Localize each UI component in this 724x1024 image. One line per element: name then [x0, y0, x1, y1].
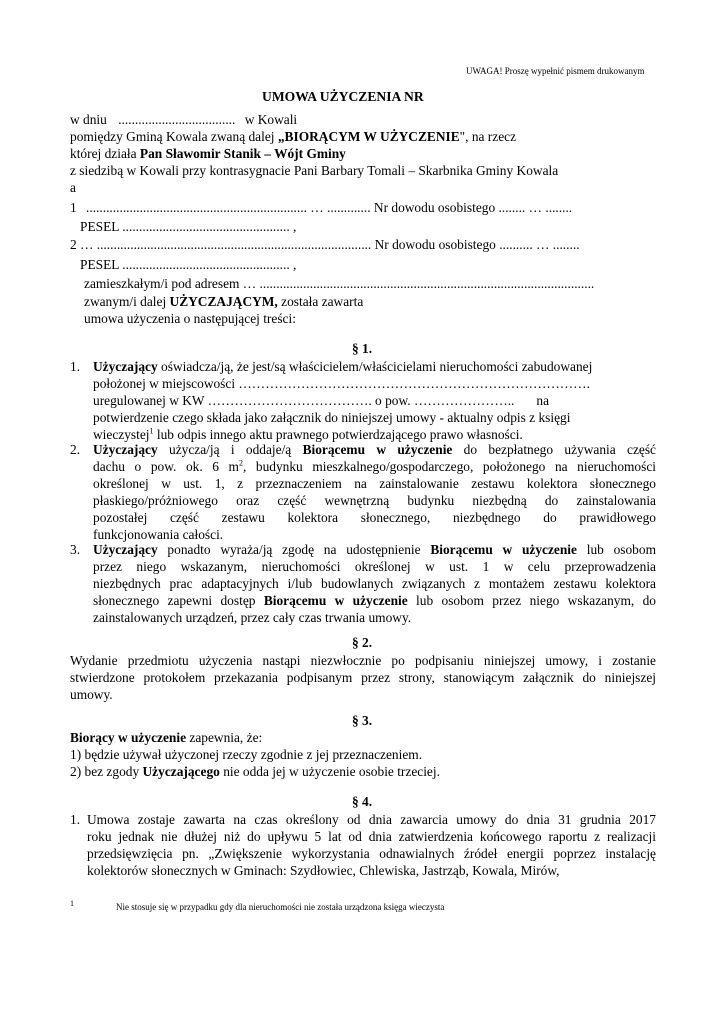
- content-line: umowa użyczenia o następującej treści:: [84, 311, 296, 326]
- s3-item-1: 1) będzie używał użyczonej rzeczy zgodnie z jej przeznaczeniem.: [70, 747, 423, 762]
- page-title: UMOWA UŻYCZENIA NR: [262, 89, 424, 104]
- s2-paragraph: Wydanie przedmiotu użyczenia nastąpi niezwłocznie po podpisaniu niniejszej umowy, i zostanie stwierdzone protokołem przekazania podpisanym przez strony, stanowiącym załącznik do niniejszej umowy.: [70, 653, 656, 702]
- address-line: zamieszkałym/i pod adresem … ....................................................................................................: [84, 276, 595, 291]
- acting-line: której działa Pan Sławomir Stanik – Wójt Gminy: [70, 146, 346, 161]
- party1-number: 1: [70, 200, 77, 215]
- footnote-text: Nie stosuje się w przypadku gdy dla nieruchomości nie została urządzona księga wieczysta: [116, 902, 445, 912]
- party1-line: .................................................................. … ............. Nr dowodu osobistego ........ … ........: [86, 200, 573, 215]
- s1-p3-number: 3.: [70, 542, 81, 557]
- section-1-heading: § 1.: [351, 341, 373, 356]
- s1-paragraph-3: Użyczający ponadto wyraża/ją zgodę na udostępnienie Biorącemu w użyczenie lub osobom przez niego wskazanym, nieruchomości określonej w ust. 1 w celu przeprowadzenia niezbędnych prac adaptacyjnych i/lub budowlanych związanych z montażem zestawu kolektora słonecznego zapewni dostęp Biorącemu w użyczenie lub osobom przez niego wskazanym, do zainstalowanych urządzeń, przez cały czas trwania umowy.: [93, 542, 656, 625]
- s4-paragraph-1: Umowa zostaje zawarta na czas określony od dnia zawarcia umowy do dnia 31 grudnia 2017 roku jednak nie dłużej niż do upływu 5 lat od dnia zatwierdzenia końcowego raportu z realizacji przedsięwzięcia pn. „Zwiększenie wykorzystania odnawialnych źródeł energii poprzez instalację kolektorów słonecznych w Gminach: Szydłowiec, Chlewiska, Jastrząb, Kowala, Mirów,: [87, 812, 656, 878]
- called-line: zwanym/i dalej UŻYCZAJĄCYM, została zawarta: [84, 294, 364, 309]
- and-line: a: [70, 180, 76, 195]
- party2-pesel: PESEL .................................................. ,: [80, 257, 297, 272]
- s3-lead: Biorący w użyczenie zapewnia, że:: [70, 730, 263, 745]
- s3-item-2: 2) bez zgody Użyczającego nie odda jej w użyczenie osobie trzeciej.: [70, 764, 440, 779]
- s1-paragraph-2: Użyczający użycza/ją i oddaje/ą Biorącemu w użyczenie do bezpłatnego używania część dachu o pow. ok. 6 $m^2$, budynku mieszkalnego/gospodarczego, położonego na nieruchomości określonej w ust. 1, z przeznaczeniem na zainstalowanie zestawu kolektora słonecznego płaskiego/próżniowego oraz część wewnętrzną budynku niezbędną do zainstalowania pozostałej część zestawu kolektora słonecznego, niezbędnego do prawidłowego funkcjonowania całości.: [93, 442, 657, 542]
- party1-pesel: PESEL .................................................. ,: [80, 219, 297, 234]
- footnote-number: 1: [70, 899, 74, 908]
- s1-p2-number: 2.: [70, 442, 81, 457]
- seat-line: z siedzibą w Kowali przy kontrasygnacie Pani Barbary Tomali – Skarbnika Gminy Kowala: [70, 163, 559, 178]
- party2-number: 2: [70, 237, 77, 252]
- section-3-heading: § 3.: [351, 713, 373, 728]
- s4-p1-number: 1.: [70, 812, 81, 827]
- party2-line: … .................................................................................. Nr dowodu osobistego .......... … ........: [80, 237, 580, 252]
- notice-text: UWAGA! Proszę wypełnić pismem drukowanym: [466, 66, 645, 76]
- between-line: pomiędzy Gminą Kowala zwaną dalej „BIORĄCYM W UŻYCZENIE", na rzecz: [70, 129, 517, 144]
- date-line: w dniu ................................... w Kowali: [70, 112, 298, 127]
- footnote-ref: 1: [149, 426, 154, 436]
- s1-p1-number: 1.: [70, 359, 81, 374]
- section-2-heading: § 2.: [351, 635, 373, 650]
- s1-paragraph-1: Użyczający oświadcza/ją, że jest/są właścicielem/właścicielami nieruchomości zabudowanej położonej w miejscowości ……………………………………………………………………. uregulowanej w KW ………………………………. o pow. ………………….. na potwierdzenie czego składa jako załącznik do niniejszej umowy - aktualny odpis z księgi wieczystej$^1$ lub odpis innego aktu prawnego potwierdzającego prawo własności.: [93, 359, 593, 442]
- section-4-heading: § 4.: [351, 794, 373, 809]
